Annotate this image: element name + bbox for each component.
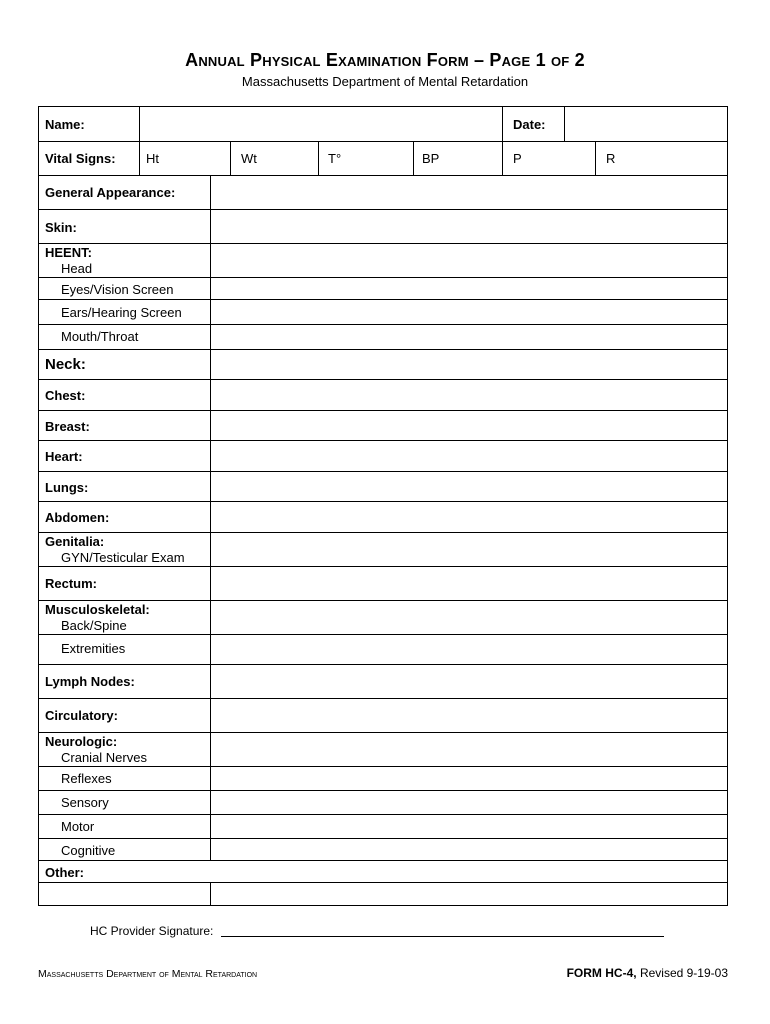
name-field[interactable]: [139, 107, 502, 141]
lungs-field[interactable]: [210, 472, 728, 501]
heart-field[interactable]: [210, 441, 728, 471]
height-field[interactable]: [139, 142, 230, 175]
gyn-testicular-label: GYN/Testicular Exam: [61, 550, 185, 565]
abdomen-field[interactable]: [210, 502, 728, 532]
date-field[interactable]: [564, 107, 728, 141]
respiration-field[interactable]: [595, 142, 728, 175]
extremities-field[interactable]: [210, 635, 728, 664]
general-appearance-field[interactable]: [210, 176, 728, 209]
heent-ears-label: Ears/Hearing Screen: [61, 305, 182, 320]
weight-field[interactable]: [230, 142, 318, 175]
vital-signs-row: [39, 142, 727, 176]
neck-label: Neck:: [45, 356, 86, 373]
heent-ears-row: [39, 300, 727, 325]
skin-row: [39, 210, 727, 244]
other-row: [39, 861, 727, 883]
skin-field[interactable]: [210, 210, 728, 243]
chest-row: [39, 380, 727, 411]
reflexes-label: Reflexes: [61, 771, 112, 786]
footer-department: Massachusetts Department of Mental Retardation: [38, 968, 258, 980]
temperature-field[interactable]: [318, 142, 413, 175]
rectum-field[interactable]: [210, 567, 728, 600]
neck-row: [39, 350, 727, 380]
breast-row: [39, 411, 727, 441]
name-date-row: [39, 107, 727, 142]
date-label: Date:: [513, 117, 546, 132]
general-appearance-label: General Appearance:: [45, 185, 176, 200]
circulatory-label: Circulatory:: [45, 708, 118, 723]
sensory-field[interactable]: [210, 791, 728, 814]
heent-head-label: Head: [61, 261, 93, 276]
name-label: Name:: [45, 117, 85, 132]
genitalia-row: [39, 533, 727, 567]
exam-form-table: [38, 106, 728, 906]
heent-eyes-row: [39, 278, 727, 300]
cognitive-label: Cognitive: [61, 843, 116, 858]
skin-label: Skin:: [45, 220, 77, 235]
motor-field[interactable]: [210, 815, 728, 838]
breast-field[interactable]: [210, 411, 728, 440]
respiration-label: R: [606, 151, 616, 166]
cognitive-field[interactable]: [210, 839, 728, 860]
heent-mouth-label: Mouth/Throat: [61, 329, 139, 344]
signature-label: HC Provider Signature:: [90, 924, 214, 938]
neurologic-label: Neurologic:: [45, 734, 118, 749]
extremities-label: Extremities: [61, 641, 126, 656]
motor-label: Motor: [61, 819, 95, 834]
lymph-nodes-row: [39, 665, 727, 699]
chest-label: Chest:: [45, 388, 86, 403]
blood-pressure-field[interactable]: [413, 142, 502, 175]
footer-form-id: [567, 966, 728, 980]
revision-date: Revised 9-19-03: [639, 966, 728, 980]
neurologic-row: [39, 733, 727, 767]
heent-head-field[interactable]: [210, 244, 728, 277]
motor-row: [39, 815, 727, 839]
neck-field[interactable]: [210, 350, 728, 379]
rectum-label: Rectum:: [45, 576, 98, 591]
reflexes-field[interactable]: [210, 767, 728, 790]
genitalia-field[interactable]: [210, 533, 728, 566]
date-label-cell: [502, 107, 564, 141]
lymph-nodes-field[interactable]: [210, 665, 728, 698]
height-label: Ht: [146, 151, 159, 166]
heent-mouth-field[interactable]: [210, 325, 728, 349]
cranial-nerves-label: Cranial Nerves: [61, 750, 147, 765]
other-notes-row: [39, 883, 727, 905]
heent-eyes-field[interactable]: [210, 278, 728, 299]
heart-label: Heart:: [45, 449, 83, 464]
general-appearance-row: [39, 176, 727, 210]
form-number: FORM HC-4,: [566, 966, 637, 980]
chest-field[interactable]: [210, 380, 728, 410]
signature-line[interactable]: [221, 936, 664, 937]
reflexes-row: [39, 767, 727, 791]
extremities-row: [39, 635, 727, 665]
temperature-label: T°: [328, 151, 342, 166]
blood-pressure-label: BP: [422, 151, 440, 166]
back-spine-field[interactable]: [210, 601, 728, 634]
lungs-row: [39, 472, 727, 502]
heent-eyes-label: Eyes/Vision Screen: [61, 282, 174, 297]
sensory-label: Sensory: [61, 795, 109, 810]
pulse-field[interactable]: [502, 142, 595, 175]
back-spine-label: Back/Spine: [61, 618, 127, 633]
cognitive-row: [39, 839, 727, 861]
lymph-nodes-label: Lymph Nodes:: [45, 674, 135, 689]
lungs-label: Lungs:: [45, 480, 89, 495]
abdomen-row: [39, 502, 727, 533]
circulatory-field[interactable]: [210, 699, 728, 732]
heart-row: [39, 441, 727, 472]
musculoskeletal-row: [39, 601, 727, 635]
page-subtitle: Massachusetts Department of Mental Retardation: [241, 74, 529, 89]
pulse-label: P: [513, 151, 522, 166]
abdomen-label: Abdomen:: [45, 510, 110, 525]
heent-label: HEENT:: [45, 245, 92, 260]
rectum-row: [39, 567, 727, 601]
heent-ears-field[interactable]: [210, 300, 728, 324]
page-title: Annual Physical Examination Form – Page 1 of 2: [185, 50, 585, 70]
musculoskeletal-label: Musculoskeletal:: [45, 602, 150, 617]
genitalia-label: Genitalia:: [45, 534, 105, 549]
circulatory-row: [39, 699, 727, 733]
heent-row: [39, 244, 727, 278]
heent-mouth-row: [39, 325, 727, 350]
weight-label: Wt: [241, 151, 257, 166]
vital-signs-label: Vital Signs:: [45, 151, 116, 166]
sensory-row: [39, 791, 727, 815]
other-label: Other:: [45, 865, 84, 880]
breast-label: Breast:: [45, 419, 90, 434]
cranial-nerves-field[interactable]: [210, 733, 728, 766]
other-field[interactable]: [210, 883, 728, 905]
